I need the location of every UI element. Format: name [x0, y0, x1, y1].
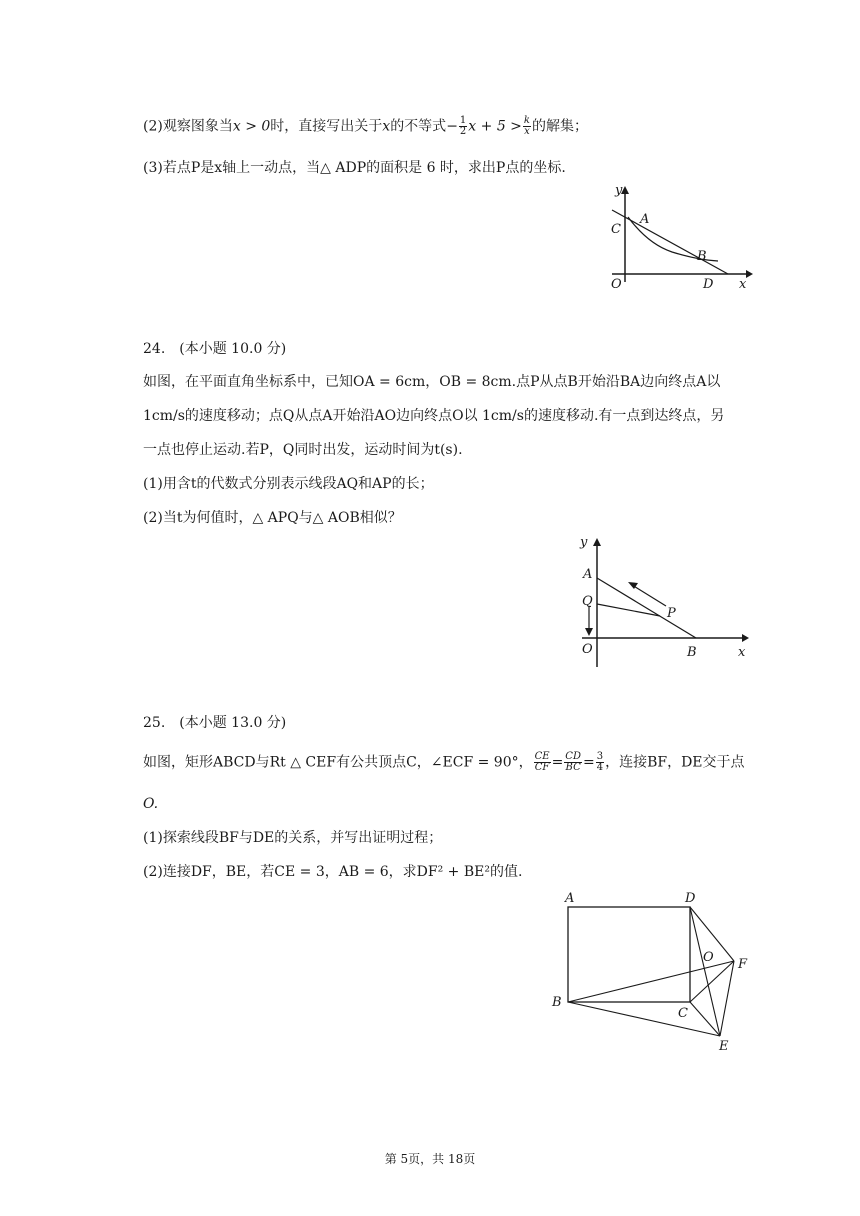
q23-frac-num: 1 [459, 115, 467, 126]
q24-label-O: O [582, 642, 593, 657]
q24-label-Q: Q [582, 594, 593, 609]
q25-stem-line2: O. [143, 796, 159, 812]
q23-frac2-num: k [523, 115, 530, 126]
q23-figure [600, 182, 760, 294]
q25-frac3-den: 4 [596, 762, 604, 773]
q25-fraction-three-quarters [596, 752, 604, 773]
q25-fraction-ce-cf [534, 752, 551, 773]
q24-heading: 24. (本小题 10.0 分) [143, 341, 287, 357]
q23-label-A: A [640, 212, 650, 227]
q23-label-D: D [703, 277, 714, 292]
q23-part2-text-b: 时，直接写出关于 [270, 118, 383, 135]
q25-fraction-cd-bc [564, 752, 582, 773]
q23-label-B: B [697, 249, 707, 264]
q24-label-x: x [738, 645, 746, 660]
q23-part2-math-a: x > 0 [232, 118, 271, 135]
page-footer: 第 5页，共 18页 [384, 1152, 476, 1166]
q24-figure [570, 532, 755, 667]
q23-label-C: C [611, 222, 621, 237]
q25-part2: (2)连接DF，BE，若CE = 3，AB = 6，求DF² + BE²的值. [143, 864, 523, 880]
q23-part2-text-c: 的不等式 [390, 118, 447, 135]
q23-frac2-den: x [524, 126, 530, 137]
q25-label-F: F [738, 957, 748, 972]
q25-frac2-num: CD [565, 751, 581, 762]
q23-fraction-half [459, 116, 467, 137]
q25-label-C: C [678, 1006, 688, 1021]
q25-label-B: B [552, 995, 562, 1010]
q25-figure [548, 885, 758, 1055]
q25-heading: 25. (本小题 13.0 分) [143, 715, 287, 731]
q23-part2-text-a: (2)观察图象当 [143, 118, 233, 135]
q25-frac3-num: 3 [596, 751, 604, 762]
q25-part1: (1)探索线段BF与DE的关系，并写出证明过程； [143, 830, 443, 846]
q25-label-O: O [703, 950, 714, 965]
q24-stem-line3: 一点也停止运动.若P，Q同时出发，运动时间为t(s). [143, 442, 463, 458]
q25-stem-line1 [143, 752, 745, 773]
q23-label-y: y [615, 183, 623, 198]
q23-frac-den: 2 [459, 126, 467, 137]
q25-frac2-den: BC [565, 762, 581, 773]
q25-label-D: D [685, 891, 696, 906]
q24-stem-line2: 1cm/s的速度移动；点Q从点A开始沿AO边向终点O以 1cm/s的速度移动.有一点到达终点，另 [143, 408, 725, 424]
q23-part2-text-d: 的解集； [531, 118, 588, 135]
q24-label-P: P [667, 606, 676, 621]
q23-fraction-k-over-x [523, 116, 531, 137]
q25-label-E: E [719, 1039, 729, 1054]
q25-frac1-den: CF [534, 762, 550, 773]
q24-part2: (2)当t为何值时，△ APQ与△ AOB相似？ [143, 510, 402, 526]
q23-label-O: O [611, 277, 622, 292]
q25-stem-text-a: 如图，矩形ABCD与Rt △ CEF有公共顶点C，∠ECF = 90°， [143, 754, 533, 771]
q24-label-A: A [583, 567, 593, 582]
q24-part1: (1)用含t的代数式分别表示线段AQ和AP的长； [143, 476, 434, 492]
q23-part2-minus: − [446, 118, 458, 135]
q24-label-B: B [687, 645, 697, 660]
q23-part2-math-b: x [382, 118, 391, 135]
q25-equals-1: = [551, 754, 564, 771]
q24-stem-line1: 如图，在平面直角坐标系中，已知OA = 6cm，OB = 8cm.点P从点B开始沿BA边向终点A以 [143, 374, 721, 390]
q25-frac1-num: CE [534, 751, 550, 762]
q24-label-y: y [580, 535, 588, 550]
q23-part3: (3)若点P是x轴上一动点，当△ ADP的面积是 6 时，求出P点的坐标. [143, 160, 566, 176]
q25-stem-text-b: ，连接BF，DE交于点 [605, 754, 745, 771]
q23-part2-math-c: x + 5 > [468, 118, 522, 135]
q25-label-A: A [565, 891, 575, 906]
q25-equals-2: = [582, 754, 595, 771]
q23-part2 [143, 116, 588, 137]
q23-label-x: x [739, 277, 747, 292]
